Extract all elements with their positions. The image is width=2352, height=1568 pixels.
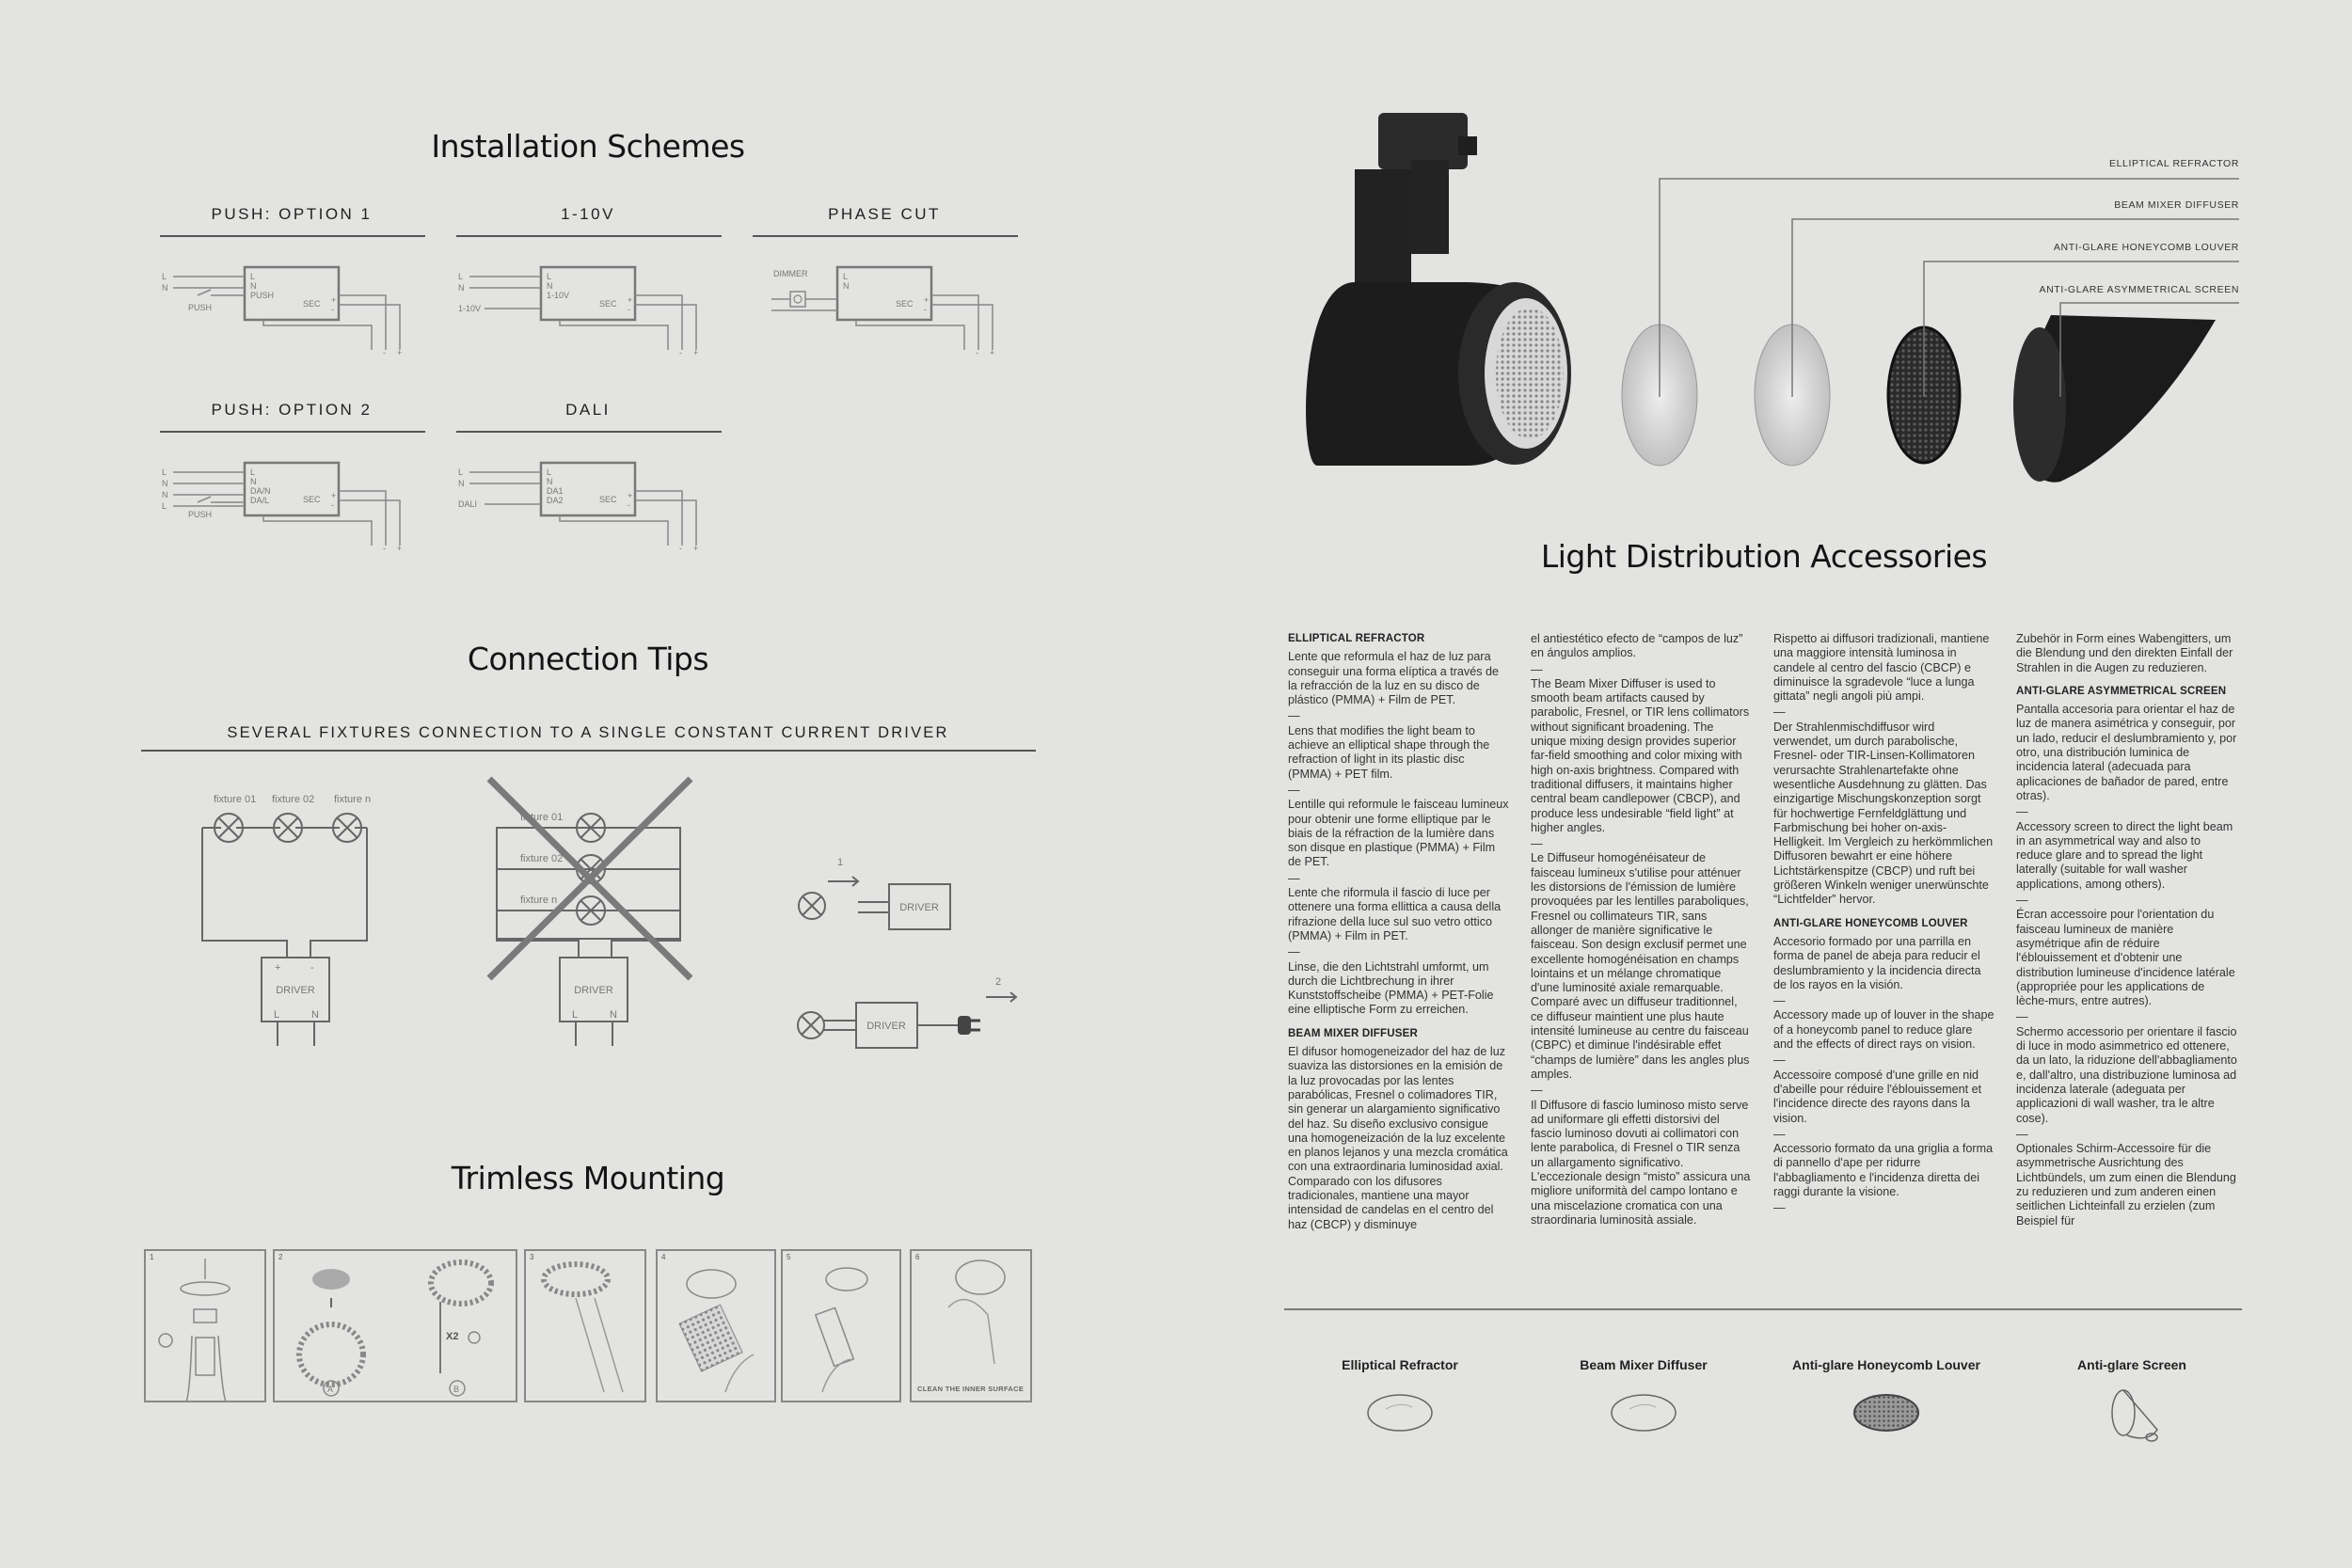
svg-text:N: N [162,283,168,293]
fixture-label-3: fixture n [334,794,372,805]
n-label: N [311,1009,319,1021]
paragraph: Lens that modifies the light beam to achieve an elliptical shape through the refraction of light in its plastic disc (PMMA) + PET film. [1288,723,1490,781]
svg-text:L: L [162,501,167,511]
svg-text:DA/N: DA/N [250,486,271,496]
trimless-mounting-title: Trimless Mounting [451,1160,725,1196]
mounting-illustration [526,1251,644,1401]
separator-dash: — [2016,1010,2029,1024]
svg-text:B: B [453,1385,460,1394]
svg-text:N: N [458,283,465,293]
svg-text:+: + [990,348,995,356]
section-heading: ANTI-GLARE ASYMMETRICAL SCREEN [2016,685,2227,697]
paragraph: Linse, die den Lichtstrahl umformt, um durch die Lichtbrechung in ihrer Kunststoffscheibe (PMMA) + PET-Folie eine elliptische Form zu erreichen. [1288,959,1494,1017]
product-illustration [1279,94,2258,499]
separator-dash: — [2016,805,2029,819]
accessory-summary-label: Elliptical Refractor [1342,1357,1458,1372]
svg-text:+: + [693,348,699,356]
svg-text:L: L [162,467,167,477]
mounting-step-panel [910,1249,1032,1402]
asymmetrical-screen [2013,315,2216,483]
accessory-summary-label: Beam Mixer Diffuser [1580,1357,1708,1372]
separator-dash: — [1288,783,1301,797]
section-heading: ANTI-GLARE HONEYCOMB LOUVER [1773,917,1968,929]
scheme-rule [456,431,722,433]
wiring-diagram [456,457,720,551]
fixture-lamp-icon [799,893,825,919]
track-light-fixture [1306,113,1571,466]
separator-dash: — [1773,705,1787,720]
svg-text:DALI: DALI [458,499,478,509]
fixture-label-1: fixture 01 [214,794,257,805]
description-column-3 [1773,632,1994,1216]
svg-text:+: + [628,491,633,500]
paragraph: Accessory screen to direct the light beam in an asymmetrical way and also to reduce glare and to spread the light laterally (suitable for wall washer applications, among others). [2016,819,2233,891]
mounting-illustration [146,1251,264,1401]
svg-text:L: L [843,272,849,281]
scheme-label: DALI [565,401,611,419]
paragraph: el antiestético efecto de “campos de luz” en ángulos amplios. [1531,632,1743,660]
paragraph: Pantalla accesoria para orientar el haz de luz de manera asimétrica y conseguir, por un lado, reducir el deslumbramiento y, por otro, una distribución luminica de incidencia lateral (adecuada para aplicaciones de bañador de pared, entre otras). [2016,703,2237,802]
installation-schemes-title: Installation Schemes [431,128,745,165]
separator-dash: — [1773,994,1787,1008]
svg-text:SEC: SEC [599,495,617,504]
mounting-step-panel [656,1249,776,1402]
svg-text:1-10V: 1-10V [547,291,570,300]
fixture-label-2: fixture 02 [272,794,315,805]
svg-text:L: L [162,272,167,281]
mounting-illustration [783,1251,899,1401]
connection-subtitle: SEVERAL FIXTURES CONNECTION TO A SINGLE CONSTANT CURRENT DRIVER [227,724,949,741]
step-number: 4 [661,1253,666,1261]
driver-label: DRIVER [574,985,613,996]
paragraph: Zubehör in Form eines Wabengitters, um die Blendung und den direkten Einfall der Strahlen in die Augen zu reduzieren. [2016,632,2233,674]
step-number: 5 [787,1253,791,1261]
wiring-diagram [160,457,423,551]
separator-dash: — [1773,1127,1787,1141]
plus-label: + [275,962,281,974]
step-1-label: 1 [837,857,844,868]
svg-text:SEC: SEC [303,299,321,309]
separator-dash: — [1288,945,1301,959]
plug-icon [958,1016,980,1035]
paragraph: Accessoire composé d'une grille en nid d'abeille pour réduire l'éblouissement et l'incidence directe des rayons dans la vision. [1773,1068,1982,1125]
scheme-label: 1-10V [561,205,615,223]
svg-text:DA1: DA1 [547,486,564,496]
incorrect-wiring [489,779,691,1046]
paragraph: Optionales Schirm-Accessoire für die asymmetrische Ausrichtung des Lichtbündels, um zum einen die Blendung zu reduzieren und zum anderen einen seitlichen Lichteinfall zu erzielen (zum Beispiel für [2016,1142,2236,1227]
separator-dash: — [1531,837,1544,851]
connection-diagram [141,771,1035,1063]
n-label: N [610,1009,617,1021]
paragraph: Schermo accessorio per orientare il fascio di luce in modo asimmetrico ed ottenere, da un lato, la riduzione dell'abbagliamento e, dall'altro, una distribuzione luminosa ad incidenza laterale (adeguata per applicazioni di wall washer, tra le altre cose). [2016,1024,2237,1125]
l-label: L [274,1009,280,1021]
l-label: L [572,1009,579,1021]
paragraph: The Beam Mixer Diffuser is used to smooth beam artifacts caused by parabolic, Fresnel, or TIR lens collimators without significant broadening. The unique mixing design provides superior far-field smoothing and color mixing with high on-axis brightness. Compared with traditional diffusers, it maintains higher central beam candlepower (CBCP), and produce less undesirable “field light” at higher angles. [1531,676,1750,834]
step-number: 3 [530,1253,534,1261]
svg-text:PUSH: PUSH [250,291,275,300]
honeycomb-louver-icon [1844,1381,1929,1447]
svg-text:-: - [628,500,630,510]
beam-mixer-diffuser-icon [1601,1381,1686,1447]
callout-elliptical-refractor: ELLIPTICAL REFRACTOR [2108,158,2239,169]
svg-text:SEC: SEC [303,495,321,504]
connection-steps [798,857,1016,1048]
paragraph: Lente que reformula el haz de luz para conseguir una forma elíptica a través de la refracción de la luz en su disco de plástico (PMMA) + Film de PET. [1288,650,1500,707]
correct-wiring [202,794,371,1046]
svg-text:-: - [331,305,334,314]
driver-label: DRIVER [276,985,315,996]
accessory-summary-label: Anti-glare Honeycomb Louver [1792,1357,1980,1372]
mounting-step-panel [273,1249,517,1402]
svg-text:1-10V: 1-10V [458,304,482,313]
svg-text:DIMMER: DIMMER [773,269,808,278]
svg-text:SEC: SEC [599,299,617,309]
bottom-rule [1284,1308,2242,1310]
svg-text:L: L [547,272,552,281]
svg-text:-: - [679,544,682,551]
wiring-diagram [753,261,1016,356]
paragraph: Il Diffusore di fascio luminoso misto serve ad uniformare gli effetti distorsivi del fascio luminoso dovuti ai collimatori con lente parabolica, di Fresnel o TIR senza un allargamento significativo. L'eccezionale design “misto” assicura una migliore uniformità del campo lontano e una miscelazione cromatica con una straordinaria luminosità assiale. [1531,1098,1751,1227]
step-2-label: 2 [995,976,1002,988]
paragraph: El difusor homogeneizador del haz de luz suaviza las distorsiones en la emisión de la luz provocadas por las lentes parabólicas, Fresnel o colimadores TIR, sin generar un alargamiento significativo del haz. Su diseño exclusivo consigue una homogeneización de la luz excelente en planos lejanos y una mezcla cromática con una extraordinaria luminosidad axial. Comparado con los difusores tradicionales, mantiene una mayor intensidad de candelas en el centro del haz (CBCP) y disminuye [1288,1045,1508,1231]
scheme-label: PUSH: OPTION 1 [211,205,373,223]
mounting-illustration [658,1251,774,1401]
fixture-label-2: fixture 02 [520,853,564,864]
separator-dash: — [2016,1127,2029,1141]
fixture-label-3: fixture n [520,895,558,906]
svg-text:PUSH: PUSH [188,303,213,312]
callout-honeycomb-louver: ANTI-GLARE HONEYCOMB LOUVER [2053,242,2239,253]
mounting-step-panel [781,1249,901,1402]
driver-label: DRIVER [899,902,939,913]
separator-dash: — [1531,662,1544,676]
mounting-illustration [912,1251,1030,1401]
paragraph: Lentille qui reformule le faisceau lumineux pour obtenir une forme elliptique par le biais de la réfraction de la lumière dans son disque en plastique (PMMA) + Film de PET. [1288,798,1509,869]
svg-text:-: - [628,305,630,314]
separator-dash: — [1288,871,1301,885]
scheme-rule [160,431,425,433]
cross-out-icon [489,779,691,978]
svg-text:X2: X2 [446,1331,459,1342]
paragraph: Écran accessoire pour l'orientation du faisceau lumineux de manière asymétrique afin de réduire l'éblouissement et d'obtenir une distribution lumineuse d'incidence latérale (appropriée pour les applications de lèche-murs, entre autres). [2016,908,2235,1008]
paragraph: Accessory made up of louver in the shape of a honeycomb panel to reduce glare and the effects of direct rays on vision. [1773,1008,1994,1052]
svg-text:-: - [976,348,978,356]
paragraph: Der Strahlenmischdiffusor wird verwendet, um durch parabolische, Fresnel- oder TIR-Linsen-Kollimatoren verursachte Strahlenartefakte ohne wesentliche Ausdehnung zu glätten. Das einzigartige Mischungskonzeption sorgt für hochwertige Fernfeldglättung und Farbmischung bei hoher on-axis-Helligkeit. Im Vergleich zu herkömmlichen Diffusoren bewahrt er eine höhere Lichtstärkenspitze (CBCP) und ruft bei größeren Winkeln weniger unerwünschte “Lichtfelder” hervor. [1773,720,1994,907]
step-number: 1 [150,1253,154,1261]
mounting-step-panel [144,1249,266,1402]
wiring-diagram [456,261,720,356]
step-number: 2 [278,1253,283,1261]
svg-text:-: - [331,500,334,510]
svg-text:DA/L: DA/L [250,496,270,505]
clean-surface-note: CLEAN THE INNER SURFACE [917,1385,1025,1393]
light-distribution-accessories-title: Light Distribution Accessories [1540,538,1988,575]
svg-text:N: N [843,281,850,291]
svg-text:N: N [458,479,465,488]
connection-rule [141,750,1036,752]
paragraph: Accesorio formado por una parrilla en forma de panel de abeja para reducir el deslumbramiento y la incidencia directa de los rayos en la visión. [1773,934,1981,991]
svg-text:N: N [250,477,257,486]
svg-text:L: L [547,467,552,477]
mounting-step-panel [524,1249,646,1402]
elliptical-refractor-icon [1358,1381,1442,1447]
scheme-rule [456,235,722,237]
svg-text:-: - [383,544,386,551]
fixture-lamp-icon [798,1012,824,1038]
step-number: 6 [915,1253,920,1261]
svg-text:PUSH: PUSH [188,510,213,519]
description-column-1 [1288,630,1509,1234]
svg-text:DA2: DA2 [547,496,564,505]
svg-text:SEC: SEC [896,299,914,309]
svg-text:L: L [458,272,464,281]
connection-tips-title: Connection Tips [467,641,709,677]
svg-text:+: + [924,295,930,305]
callout-beam-mixer-diffuser: BEAM MIXER DIFFUSER [2114,199,2239,211]
paragraph: Le Diffuseur homogénéisateur de faisceau lumineux s'utilise pour atténuer les distorsions de l'émission de lumière provoquées par les lentilles paraboliques, Fresnel ou collimateurs TIR, sans allonger de manière significative le faisceau. Son design exclusif permet une excellente homogénéisation en champs lointains et un mélange chromatique d'une luminosité axiale remarquable. Comparé avec un diffuseur traditionnel, ce diffuseur maintient une plus haute intensité lumineuse au centre du faisceau (CBPC) et diminue l'indésirable effet “champs de lumière” dans les angles plus amples. [1531,851,1750,1081]
svg-text:-: - [383,348,386,356]
description-column-4 [2016,632,2237,1230]
paragraph: Lente che riformula il fascio di luce per ottenere una forma ellittica a causa della rifrazione della luce sul suo vetro ottico (PMMA) + Film in PET. [1288,886,1502,942]
svg-text:-: - [924,305,927,314]
wiring-diagram [160,261,423,356]
separator-dash: — [1773,1053,1787,1068]
driver-label: DRIVER [866,1021,906,1032]
asymmetrical-screen-icon [2090,1381,2174,1447]
svg-text:A: A [327,1385,334,1394]
svg-text:N: N [547,477,553,486]
svg-text:-: - [679,348,682,356]
scheme-label: PHASE CUT [828,205,941,223]
description-column-2 [1531,632,1752,1229]
accessory-summary-label: Anti-glare Screen [2077,1357,2186,1372]
scheme-rule [160,235,425,237]
paragraph: Rispetto ai diffusori tradizionali, mantiene una maggiore intensità luminosa in candele al centro del fascio (CBCP) e diminuisce la sgradevole “luce a lunga gittata” negli angoli più ampi. [1773,632,1990,704]
callout-asymmetrical-screen: ANTI-GLARE ASYMMETRICAL SCREEN [2039,284,2239,295]
paragraph: Accessorio formato da una griglia a forma di pannello d'ape per ridurre l'abbagliamento e l'incidenza diretta dei raggi durante la visione. [1773,1142,1994,1198]
mounting-illustration [275,1251,516,1401]
separator-dash: — [1773,1201,1787,1215]
svg-text:+: + [331,491,337,500]
scheme-label: PUSH: OPTION 2 [211,401,373,419]
fixture-label-1: fixture 01 [520,812,564,823]
separator-dash: — [2016,894,2029,908]
scheme-rule [753,235,1018,237]
svg-text:N: N [162,479,168,488]
section-heading: BEAM MIXER DIFFUSER [1288,1027,1418,1039]
svg-text:+: + [693,544,699,551]
separator-dash: — [1288,709,1301,723]
svg-text:N: N [162,490,168,499]
svg-text:+: + [397,348,403,356]
separator-dash: — [1531,1084,1544,1098]
svg-text:N: N [250,281,257,291]
minus-label: - [310,962,314,974]
svg-text:L: L [250,467,256,477]
svg-text:+: + [397,544,403,551]
svg-text:L: L [458,467,464,477]
svg-text:+: + [331,295,337,305]
svg-text:N: N [547,281,553,291]
svg-text:L: L [250,272,256,281]
svg-text:+: + [628,295,633,305]
section-heading: ELLIPTICAL REFRACTOR [1288,633,1425,644]
